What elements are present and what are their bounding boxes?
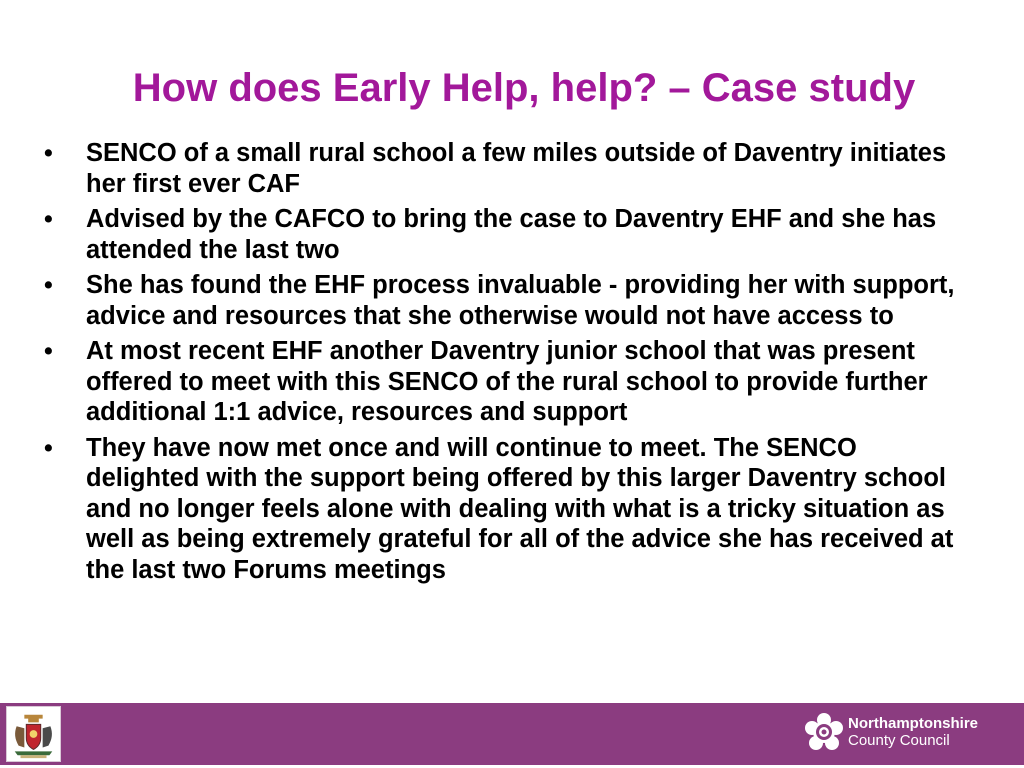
bullet-text: Advised by the CAFCO to bring the case to Daventry EHF and she has attended the last two: [86, 205, 937, 264]
bullet-text: She has found the EHF process invaluable - providing her with support, advice and resources that she otherwise would not have access to: [86, 271, 955, 330]
bullet-marker: •: [44, 433, 53, 462]
bullet-text: SENCO of a small rural school a few miles outside of Daventry initiates her first ever CAF: [86, 139, 947, 198]
coat-of-arms-icon: [6, 706, 61, 762]
bullet-marker: •: [44, 271, 53, 299]
bullet-marker: •: [44, 337, 53, 365]
slide-title: How does Early Help, help? – Case study: [132, 66, 916, 110]
bullet-item: [44, 138, 964, 199]
footer-bar: [0, 703, 1024, 765]
bullet-text: They have now met once and will continue to meet. The SENCO delighted with the support being offered by this larger Daventry school and no longer feels alone with dealing with what is a tricky situation as well as being extremely grateful for all of the advice she has received at the last two Forums meetings: [86, 433, 954, 584]
bullet-item: [44, 433, 964, 586]
council-logo: [804, 712, 1000, 756]
rose-icon: [804, 712, 844, 754]
bullet-item: [44, 270, 964, 331]
council-name-line1: Northamptonshire: [848, 715, 979, 732]
council-name-line2: County Council: [848, 732, 950, 749]
bullet-marker: •: [44, 205, 53, 233]
bullet-marker: •: [44, 139, 53, 167]
council-name: [848, 715, 978, 749]
bullet-list: [44, 138, 964, 590]
bullet-text: At most recent EHF another Daventry junior school that was present offered to meet with this SENCO of the rural school to provide further additional 1:1 advice, resources and support: [86, 337, 928, 426]
bullet-item: [44, 204, 964, 265]
bullet-item: [44, 336, 964, 428]
